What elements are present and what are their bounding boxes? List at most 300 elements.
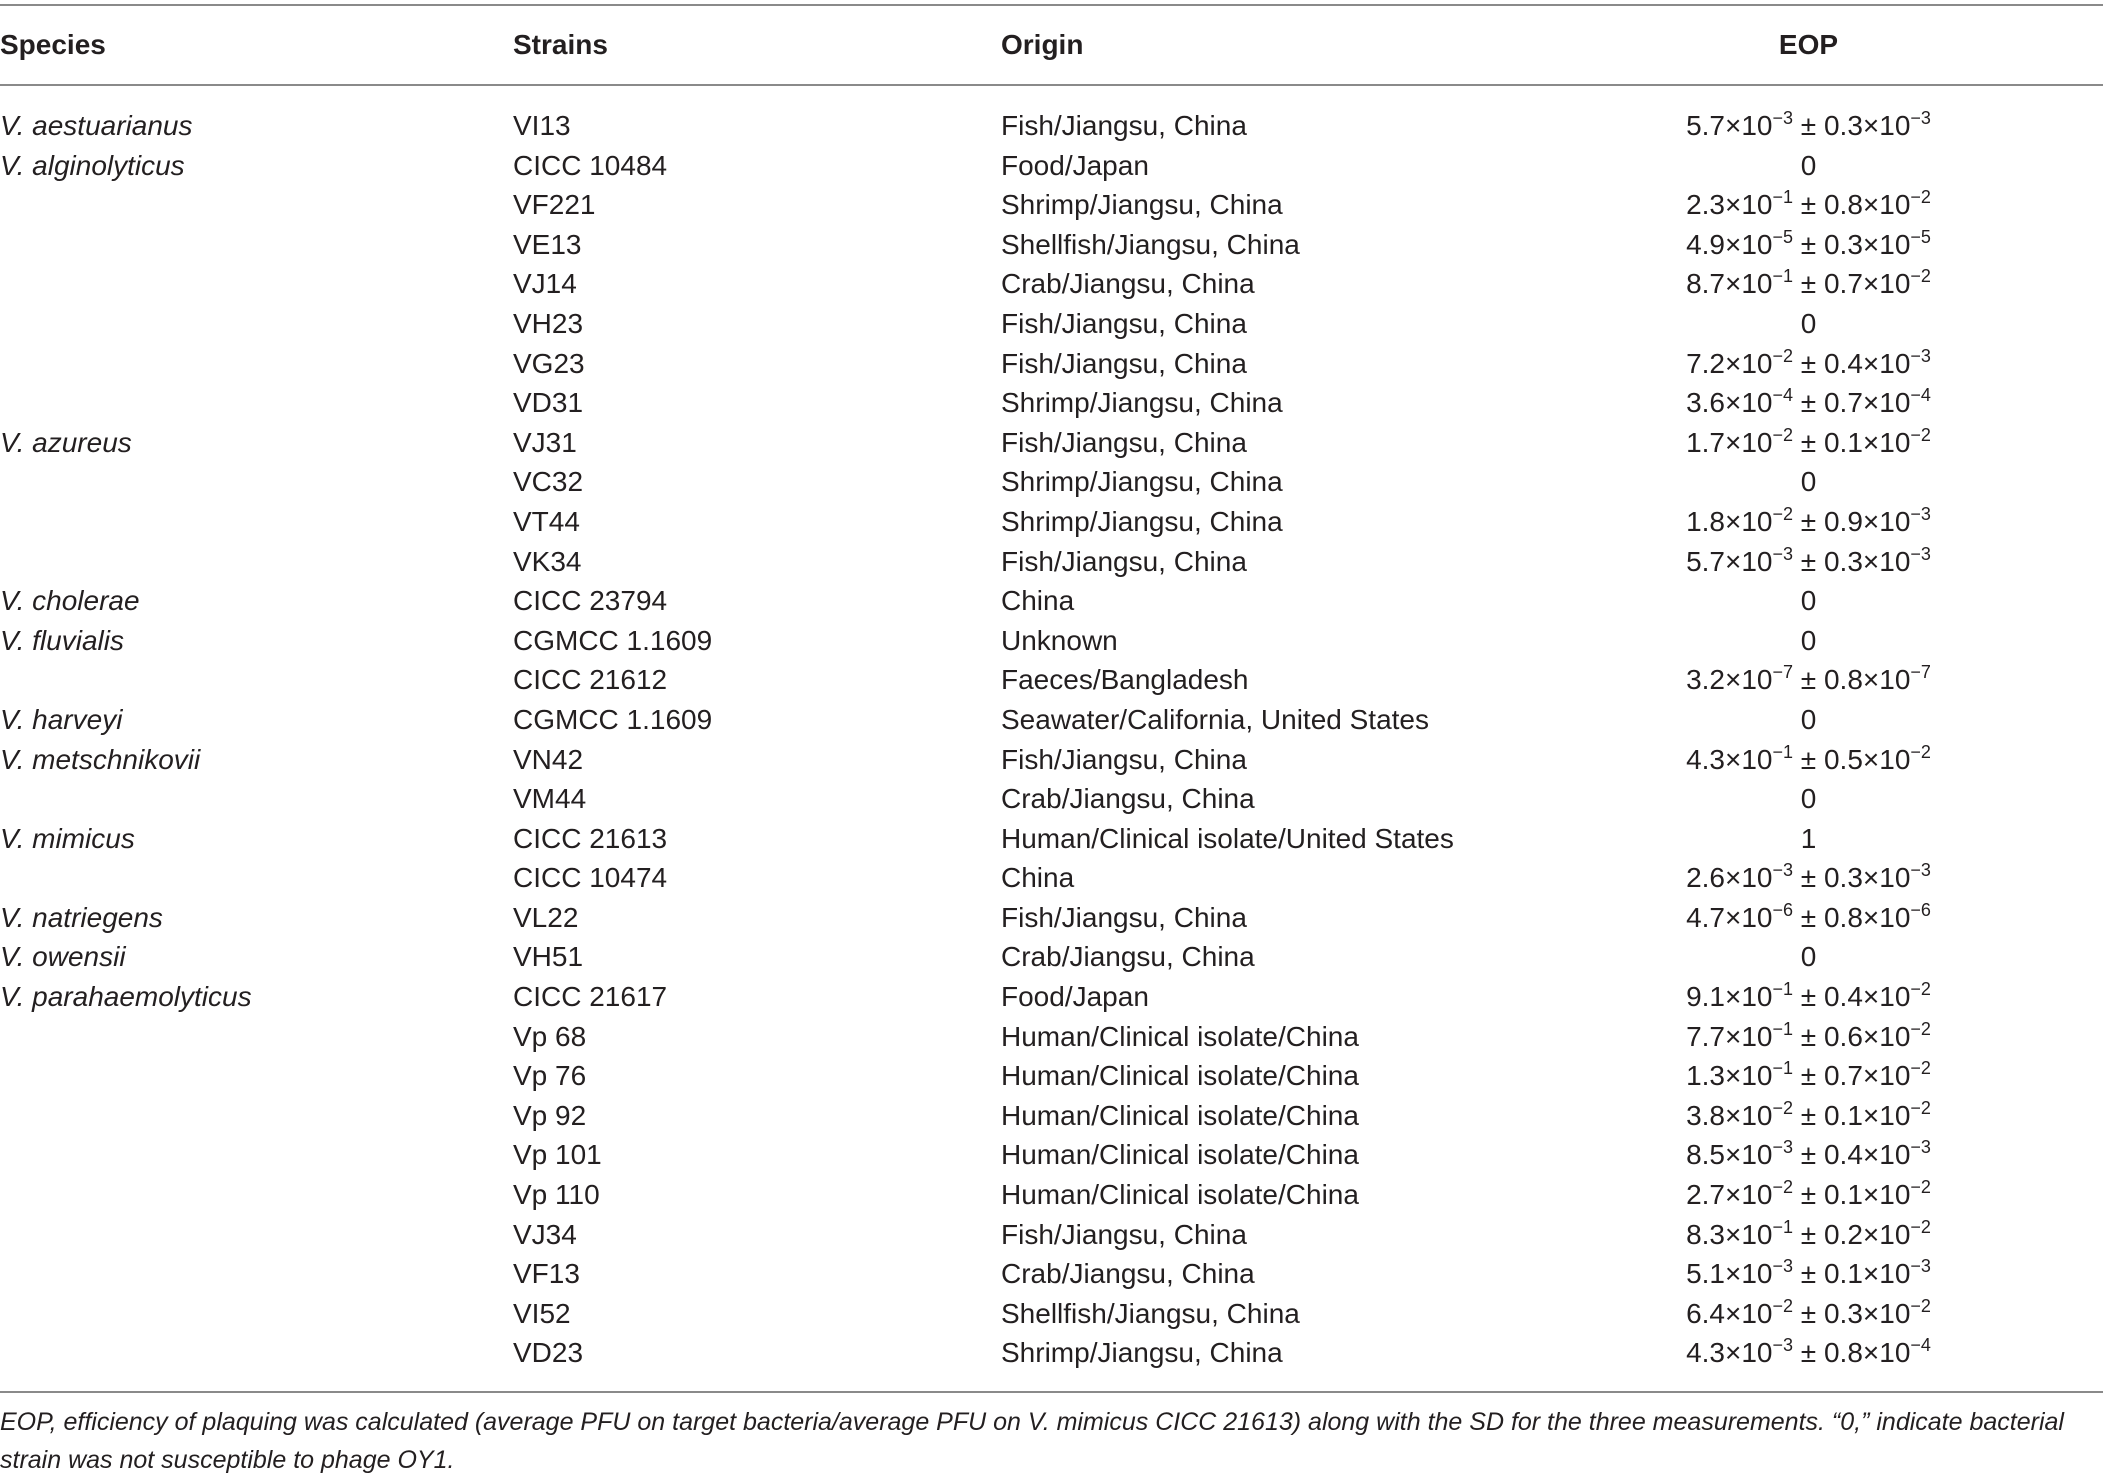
eop-mean-exponent: −3 xyxy=(1772,1335,1794,1356)
plus-minus-sign: ± xyxy=(1793,505,1824,537)
cell-origin: Crab/Jiangsu, China xyxy=(1001,783,1255,815)
header-species: Species xyxy=(0,29,106,60)
table-bottom-rule xyxy=(0,1391,2103,1393)
eop-sd: 0.3 xyxy=(1823,1297,1863,1329)
times-sign: ×10 xyxy=(1862,268,1911,300)
table-row xyxy=(0,740,2103,780)
eop-sd: 0.3 xyxy=(1823,228,1863,260)
table-row xyxy=(0,264,2103,304)
table-row xyxy=(0,1254,2103,1294)
cell-origin: Crab/Jiangsu, China xyxy=(1001,268,1255,300)
eop-mean-exponent: −5 xyxy=(1772,226,1794,247)
eop-sd-exponent: −2 xyxy=(1910,741,1931,762)
times-sign: ×10 xyxy=(1862,1139,1911,1171)
cell-strain: VD31 xyxy=(513,387,584,419)
cell-eop xyxy=(1640,937,1977,977)
cell-strain: CGMCC 1.1609 xyxy=(513,703,713,735)
table-row xyxy=(0,660,2103,700)
cell-origin: Crab/Jiangsu, China xyxy=(1001,941,1255,973)
cell-origin: Shellfish/Jiangsu, China xyxy=(1001,228,1300,260)
cell-eop xyxy=(1640,898,1977,942)
plus-minus-sign: ± xyxy=(1793,664,1824,696)
cell-eop xyxy=(1640,740,1977,784)
times-sign: ×10 xyxy=(1862,901,1911,933)
cell-strain: CICC 21612 xyxy=(513,664,668,696)
table-row xyxy=(0,1056,2103,1096)
cell-origin: Shellfish/Jiangsu, China xyxy=(1001,1297,1300,1329)
table-row xyxy=(0,1333,2103,1373)
times-sign: ×10 xyxy=(1725,228,1773,260)
table-row xyxy=(0,423,2103,463)
eop-sd-exponent: −2 xyxy=(1910,979,1931,1000)
plus-minus-sign: ± xyxy=(1793,1337,1824,1369)
eop-value: 0 xyxy=(1800,624,1817,656)
eop-mean-exponent: −3 xyxy=(1772,108,1794,128)
table-row xyxy=(0,106,2103,146)
eop-mean-exponent: −6 xyxy=(1772,899,1794,920)
cell-origin: Fish/Jiangsu, China xyxy=(1001,743,1247,775)
cell-eop xyxy=(1640,146,1977,186)
table-row xyxy=(0,1096,2103,1136)
times-sign: ×10 xyxy=(1725,110,1773,141)
cell-origin: Faeces/Bangladesh xyxy=(1001,664,1249,696)
cell-origin: Fish/Jiangsu, China xyxy=(1001,426,1247,458)
times-sign: ×10 xyxy=(1725,901,1773,933)
eop-sd: 0.1 xyxy=(1823,1179,1863,1211)
cell-origin: Fish/Jiangsu, China xyxy=(1001,110,1247,141)
times-sign: ×10 xyxy=(1725,1020,1773,1052)
cell-strain: Vp 110 xyxy=(513,1179,600,1211)
cell-eop xyxy=(1640,621,1977,661)
table-row xyxy=(0,542,2103,582)
header-rule xyxy=(0,84,2103,86)
cell-origin: Human/Clinical isolate/China xyxy=(1001,1099,1359,1131)
eop-sd-exponent: −2 xyxy=(1910,187,1931,208)
times-sign: ×10 xyxy=(1862,1297,1911,1329)
cell-strain: CICC 10474 xyxy=(513,862,668,894)
plus-minus-sign: ± xyxy=(1793,1139,1824,1171)
cell-origin: China xyxy=(1001,862,1075,894)
times-sign: ×10 xyxy=(1725,1139,1773,1171)
times-sign: ×10 xyxy=(1862,1179,1911,1211)
cell-eop xyxy=(1640,1175,1977,1219)
eop-mean-exponent: −1 xyxy=(1772,741,1794,762)
cell-strain: Vp 92 xyxy=(513,1099,587,1131)
eop-mean-exponent: −3 xyxy=(1772,543,1794,564)
eop-mean: 7.7 xyxy=(1686,1020,1725,1052)
cell-eop xyxy=(1640,542,1977,586)
eop-mean-exponent: −3 xyxy=(1772,860,1794,881)
cell-origin: Shrimp/Jiangsu, China xyxy=(1001,505,1283,537)
times-sign: ×10 xyxy=(1725,743,1773,775)
times-sign: ×10 xyxy=(1862,505,1911,537)
plus-minus-sign: ± xyxy=(1793,1179,1824,1211)
eop-value: 0 xyxy=(1800,307,1817,339)
eop-sd: 0.1 xyxy=(1823,1099,1863,1131)
cell-strain: VL22 xyxy=(513,901,579,933)
eop-mean-exponent: −1 xyxy=(1772,1058,1794,1079)
eop-sd-exponent: −3 xyxy=(1910,543,1931,564)
times-sign: ×10 xyxy=(1862,387,1911,419)
times-sign: ×10 xyxy=(1725,189,1773,221)
eop-mean: 4.3 xyxy=(1686,743,1725,775)
cell-strain: VT44 xyxy=(513,505,580,537)
cell-eop xyxy=(1640,1056,1977,1100)
cell-strain: Vp 68 xyxy=(513,1020,587,1052)
table-row xyxy=(0,1175,2103,1215)
eop-mean: 4.9 xyxy=(1686,228,1725,260)
cell-eop xyxy=(1640,1215,1977,1259)
eop-mean-exponent: −1 xyxy=(1772,1216,1794,1237)
plus-minus-sign: ± xyxy=(1793,387,1824,419)
cell-strain: VN42 xyxy=(513,743,584,775)
eop-mean-exponent: −3 xyxy=(1772,1137,1794,1158)
eop-sd-exponent: −4 xyxy=(1910,385,1931,406)
eop-mean-exponent: −1 xyxy=(1772,1018,1794,1039)
cell-strain: VI52 xyxy=(513,1297,571,1329)
cell-eop xyxy=(1640,1017,1977,1061)
eop-sd: 0.8 xyxy=(1823,1337,1863,1369)
eop-sd-exponent: −2 xyxy=(1910,1295,1931,1316)
cell-eop xyxy=(1640,1254,1977,1298)
eop-sd-exponent: −2 xyxy=(1910,266,1931,287)
eop-sd-exponent: −3 xyxy=(1910,1137,1931,1158)
times-sign: ×10 xyxy=(1862,189,1911,221)
table-row xyxy=(0,344,2103,384)
eop-value: 0 xyxy=(1800,585,1817,617)
cell-eop xyxy=(1640,660,1977,704)
eop-mean-exponent: −2 xyxy=(1772,424,1794,445)
cell-eop xyxy=(1640,225,1977,269)
header-origin: Origin xyxy=(1001,29,1084,60)
eop-sd: 0.7 xyxy=(1823,1060,1863,1092)
cell-strain: CGMCC 1.1609 xyxy=(513,624,713,656)
cell-eop xyxy=(1640,1135,1977,1179)
times-sign: ×10 xyxy=(1725,268,1773,300)
eop-mean: 8.5 xyxy=(1686,1139,1725,1171)
plus-minus-sign: ± xyxy=(1793,1060,1824,1092)
eop-mean: 8.7 xyxy=(1686,268,1725,300)
eop-mean-exponent: −2 xyxy=(1772,1177,1794,1198)
cell-strain: VJ31 xyxy=(513,426,577,458)
eop-sd: 0.4 xyxy=(1823,347,1863,379)
table-row xyxy=(0,581,2103,621)
cell-origin: Human/Clinical isolate/United States xyxy=(1001,822,1454,854)
eop-mean: 5.7 xyxy=(1686,545,1725,577)
eop-mean: 3.2 xyxy=(1686,664,1725,696)
eop-value: 0 xyxy=(1800,941,1817,973)
times-sign: ×10 xyxy=(1862,228,1911,260)
table-row xyxy=(0,146,2103,186)
eop-sd-exponent: −3 xyxy=(1910,1256,1931,1277)
eop-mean-exponent: −2 xyxy=(1772,1097,1794,1118)
cell-origin: Shrimp/Jiangsu, China xyxy=(1001,1337,1283,1369)
eop-mean: 2.7 xyxy=(1686,1179,1725,1211)
cell-strain: CICC 23794 xyxy=(513,585,668,617)
eop-mean-exponent: −2 xyxy=(1772,1295,1794,1316)
cell-eop xyxy=(1640,1096,1977,1140)
eop-sd: 0.3 xyxy=(1823,545,1863,577)
eop-mean: 5.7 xyxy=(1686,110,1725,141)
header-strains: Strains xyxy=(513,29,608,60)
plus-minus-sign: ± xyxy=(1793,743,1824,775)
cell-eop xyxy=(1640,344,1977,388)
cell-strain: VC32 xyxy=(513,466,584,498)
eop-sd: 0.7 xyxy=(1823,268,1863,300)
table-row xyxy=(0,621,2103,661)
plus-minus-sign: ± xyxy=(1793,347,1824,379)
cell-origin: Crab/Jiangsu, China xyxy=(1001,1258,1255,1290)
cell-origin: Seawater/California, United States xyxy=(1001,703,1429,735)
plus-minus-sign: ± xyxy=(1793,862,1824,894)
eop-sd-exponent: −2 xyxy=(1910,1216,1931,1237)
cell-strain: VE13 xyxy=(513,228,582,260)
times-sign: ×10 xyxy=(1862,545,1911,577)
eop-mean: 2.3 xyxy=(1686,189,1725,221)
times-sign: ×10 xyxy=(1862,426,1911,458)
eop-sd-exponent: −5 xyxy=(1910,226,1931,247)
eop-mean: 7.2 xyxy=(1686,347,1725,379)
cell-strain: VJ34 xyxy=(513,1218,577,1250)
cell-eop xyxy=(1640,462,1977,502)
eop-mean: 6.4 xyxy=(1686,1297,1725,1329)
eop-sd: 0.5 xyxy=(1823,743,1863,775)
eop-sd: 0.7 xyxy=(1823,387,1863,419)
cell-eop xyxy=(1640,1294,1977,1338)
cell-origin: Human/Clinical isolate/China xyxy=(1001,1060,1359,1092)
eop-mean: 5.1 xyxy=(1686,1258,1725,1290)
eop-mean: 3.8 xyxy=(1686,1099,1725,1131)
cell-origin: Food/Japan xyxy=(1001,981,1149,1013)
cell-species: V. alginolyticus xyxy=(0,149,185,181)
times-sign: ×10 xyxy=(1862,1060,1911,1092)
plus-minus-sign: ± xyxy=(1793,981,1824,1013)
plus-minus-sign: ± xyxy=(1793,901,1824,933)
cell-eop xyxy=(1640,264,1977,308)
table-row xyxy=(0,937,2103,977)
cell-strain: VH23 xyxy=(513,307,584,339)
cell-strain: Vp 76 xyxy=(513,1060,587,1092)
times-sign: ×10 xyxy=(1862,347,1911,379)
times-sign: ×10 xyxy=(1725,545,1773,577)
plus-minus-sign: ± xyxy=(1793,110,1824,141)
times-sign: ×10 xyxy=(1862,981,1911,1013)
eop-mean-exponent: −7 xyxy=(1772,662,1794,683)
cell-eop xyxy=(1640,185,1977,229)
cell-species: V. azureus xyxy=(0,426,132,458)
plus-minus-sign: ± xyxy=(1793,1258,1824,1290)
times-sign: ×10 xyxy=(1725,981,1773,1013)
cell-eop xyxy=(1640,1333,1977,1377)
cell-origin: Shrimp/Jiangsu, China xyxy=(1001,466,1283,498)
cell-strain: VH51 xyxy=(513,941,584,973)
cell-origin: Shrimp/Jiangsu, China xyxy=(1001,387,1283,419)
cell-eop xyxy=(1640,977,1977,1021)
cell-eop xyxy=(1640,106,1977,150)
eop-mean-exponent: −1 xyxy=(1772,979,1794,1000)
eop-sd: 0.1 xyxy=(1823,1258,1863,1290)
eop-sd-exponent: −4 xyxy=(1910,1335,1931,1356)
table-row xyxy=(0,462,2103,502)
cell-strain: VF13 xyxy=(513,1258,580,1290)
times-sign: ×10 xyxy=(1725,1099,1773,1131)
table-row xyxy=(0,700,2103,740)
table-row xyxy=(0,1215,2103,1255)
eop-mean: 8.3 xyxy=(1686,1218,1725,1250)
times-sign: ×10 xyxy=(1725,1179,1773,1211)
times-sign: ×10 xyxy=(1725,1060,1773,1092)
cell-strain: CICC 21613 xyxy=(513,822,668,854)
cell-eop xyxy=(1640,423,1977,467)
table-body xyxy=(0,106,2103,1373)
cell-eop xyxy=(1640,858,1977,902)
header-eop: EOP xyxy=(1778,29,1839,60)
times-sign: ×10 xyxy=(1725,1297,1773,1329)
cell-species: V. owensii xyxy=(0,941,126,973)
eop-mean: 1.3 xyxy=(1686,1060,1725,1092)
times-sign: ×10 xyxy=(1725,862,1773,894)
cell-origin: Fish/Jiangsu, China xyxy=(1001,1218,1247,1250)
plus-minus-sign: ± xyxy=(1793,228,1824,260)
cell-origin: Human/Clinical isolate/China xyxy=(1001,1139,1359,1171)
table-row xyxy=(0,383,2103,423)
eop-sd-exponent: −3 xyxy=(1910,108,1931,128)
plus-minus-sign: ± xyxy=(1793,426,1824,458)
cell-strain: VJ14 xyxy=(513,268,577,300)
table-row xyxy=(0,502,2103,542)
table-row xyxy=(0,304,2103,344)
cell-origin: Human/Clinical isolate/China xyxy=(1001,1020,1359,1052)
eop-sd: 0.6 xyxy=(1823,1020,1863,1052)
table-row xyxy=(0,858,2103,898)
eop-value: 0 xyxy=(1800,783,1817,815)
plus-minus-sign: ± xyxy=(1793,189,1824,221)
eop-sd-exponent: −2 xyxy=(1910,424,1931,445)
plus-minus-sign: ± xyxy=(1793,1297,1824,1329)
eop-mean: 3.6 xyxy=(1686,387,1725,419)
cell-origin: Fish/Jiangsu, China xyxy=(1001,347,1247,379)
cell-strain: VD23 xyxy=(513,1337,584,1369)
cell-strain: Vp 101 xyxy=(513,1139,602,1171)
cell-strain: VG23 xyxy=(513,347,585,379)
eop-mean: 1.7 xyxy=(1686,426,1725,458)
times-sign: ×10 xyxy=(1862,110,1911,141)
times-sign: ×10 xyxy=(1862,664,1911,696)
times-sign: ×10 xyxy=(1725,664,1773,696)
cell-strain: CICC 21617 xyxy=(513,981,668,1013)
eop-sd: 0.3 xyxy=(1823,110,1863,141)
eop-sd: 0.2 xyxy=(1823,1218,1863,1250)
cell-origin: Human/Clinical isolate/China xyxy=(1001,1179,1359,1211)
eop-mean-exponent: −1 xyxy=(1772,266,1794,287)
eop-sd: 0.8 xyxy=(1823,664,1863,696)
cell-eop xyxy=(1640,502,1977,546)
cell-origin: Fish/Jiangsu, China xyxy=(1001,901,1247,933)
plus-minus-sign: ± xyxy=(1793,1020,1824,1052)
cell-origin: Shrimp/Jiangsu, China xyxy=(1001,189,1283,221)
eop-mean-exponent: −1 xyxy=(1772,187,1794,208)
eop-mean-exponent: −2 xyxy=(1772,345,1794,366)
eop-sd-exponent: −3 xyxy=(1910,345,1931,366)
eop-sd: 0.9 xyxy=(1823,505,1863,537)
table-row xyxy=(0,819,2103,859)
table-row xyxy=(0,185,2103,225)
cell-eop xyxy=(1640,700,1977,740)
cell-eop xyxy=(1640,819,1977,859)
cell-strain: CICC 10484 xyxy=(513,149,668,181)
eop-sd: 0.3 xyxy=(1823,862,1863,894)
eop-value: 0 xyxy=(1800,703,1817,735)
table-row xyxy=(0,225,2103,265)
cell-strain: VI13 xyxy=(513,110,571,141)
times-sign: ×10 xyxy=(1862,1337,1911,1369)
cell-eop xyxy=(1640,304,1977,344)
times-sign: ×10 xyxy=(1862,1020,1911,1052)
eop-mean: 1.8 xyxy=(1686,505,1725,537)
table-row xyxy=(0,977,2103,1017)
times-sign: ×10 xyxy=(1725,1258,1773,1290)
cell-strain: VM44 xyxy=(513,783,587,815)
eop-mean-exponent: −3 xyxy=(1772,1256,1794,1277)
cell-species: V. harveyi xyxy=(0,703,123,735)
eop-mean-exponent: −4 xyxy=(1772,385,1794,406)
eop-sd-exponent: −2 xyxy=(1910,1177,1931,1198)
times-sign: ×10 xyxy=(1725,1218,1773,1250)
times-sign: ×10 xyxy=(1725,426,1773,458)
times-sign: ×10 xyxy=(1862,1099,1911,1131)
times-sign: ×10 xyxy=(1862,743,1911,775)
eop-sd: 0.8 xyxy=(1823,901,1863,933)
eop-mean: 4.7 xyxy=(1686,901,1725,933)
eop-sd-exponent: −2 xyxy=(1910,1097,1931,1118)
table-row xyxy=(0,779,2103,819)
table-row xyxy=(0,1017,2103,1057)
eop-sd-exponent: −2 xyxy=(1910,1058,1931,1079)
table-row xyxy=(0,1294,2103,1334)
cell-species: V. mimicus xyxy=(0,822,135,854)
eop-sd-exponent: −7 xyxy=(1910,662,1931,683)
eop-value: 1 xyxy=(1800,822,1817,854)
eop-value: 0 xyxy=(1800,149,1817,181)
plus-minus-sign: ± xyxy=(1793,545,1824,577)
cell-origin: Fish/Jiangsu, China xyxy=(1001,307,1247,339)
eop-value: 0 xyxy=(1800,466,1817,498)
times-sign: ×10 xyxy=(1862,862,1911,894)
cell-eop xyxy=(1640,581,1977,621)
cell-species: V. parahaemolyticus xyxy=(0,981,252,1013)
table-row xyxy=(0,898,2103,938)
eop-sd-exponent: −3 xyxy=(1910,503,1931,524)
times-sign: ×10 xyxy=(1862,1218,1911,1250)
times-sign: ×10 xyxy=(1725,505,1773,537)
table-top-rule xyxy=(0,4,2103,6)
eop-sd-exponent: −6 xyxy=(1910,899,1931,920)
table-footnote: EOP, efficiency of plaquing was calculated (average PFU on target bacteria/average PFU on V. mimicus CICC 21613) along with the SD for the three measurements. “0,” indicate bacterial strain was not susceptible to phage OY1. xyxy=(0,1408,2064,1474)
eop-mean: 2.6 xyxy=(1686,862,1725,894)
plus-minus-sign: ± xyxy=(1793,1099,1824,1131)
times-sign: ×10 xyxy=(1725,347,1773,379)
eop-mean: 9.1 xyxy=(1686,981,1725,1013)
times-sign: ×10 xyxy=(1725,387,1773,419)
cell-eop xyxy=(1640,779,1977,819)
eop-sd-exponent: −2 xyxy=(1910,1018,1931,1039)
cell-strain: VF221 xyxy=(513,189,596,221)
cell-origin: Fish/Jiangsu, China xyxy=(1001,545,1247,577)
cell-origin: Unknown xyxy=(1001,624,1118,656)
eop-sd: 0.4 xyxy=(1823,1139,1863,1171)
cell-eop xyxy=(1640,383,1977,427)
cell-species: V. natriegens xyxy=(0,901,163,933)
